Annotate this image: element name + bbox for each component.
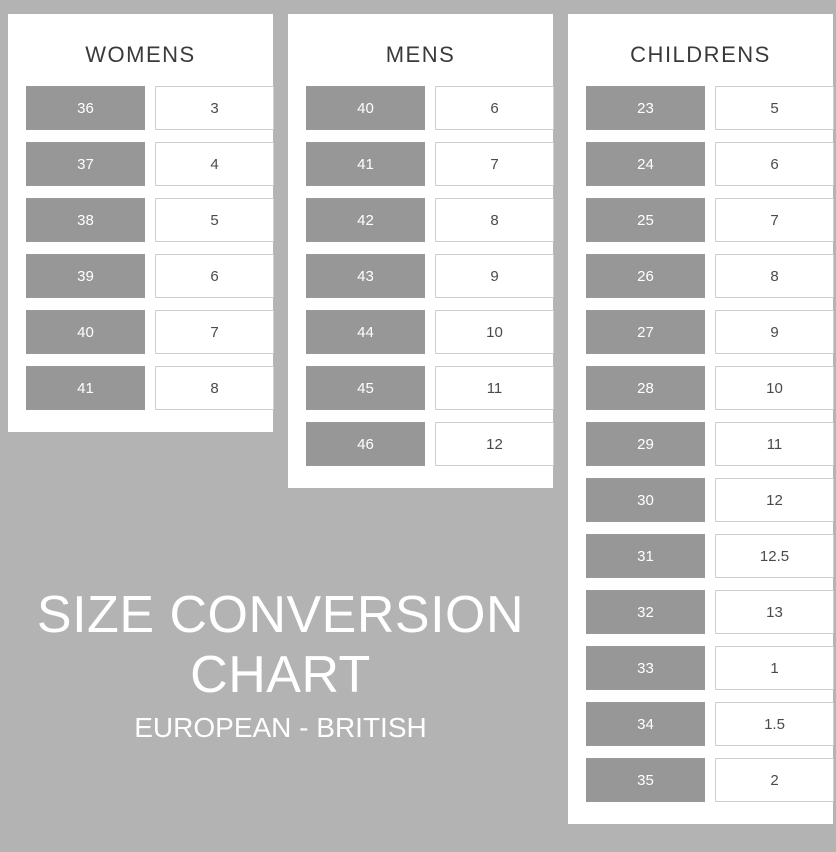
cell-european: 40 [306, 86, 425, 130]
chart-title-line2: CHART [190, 646, 371, 704]
table-row [306, 86, 535, 130]
cell-european: 41 [26, 366, 145, 410]
cell-british: 12 [435, 422, 554, 466]
cell-european: 23 [586, 86, 705, 130]
panel-mens [288, 14, 553, 488]
cell-european: 34 [586, 702, 705, 746]
chart-subtitle: EUROPEAN - BRITISH [134, 712, 427, 743]
table-row [586, 702, 815, 746]
table-row [306, 254, 535, 298]
cell-british: 10 [435, 310, 554, 354]
cell-british: 2 [715, 758, 834, 802]
cell-british: 5 [155, 198, 274, 242]
panel-childrens [568, 14, 833, 824]
cell-european: 39 [26, 254, 145, 298]
cell-british: 8 [155, 366, 274, 410]
table-row [26, 254, 255, 298]
cell-european: 35 [586, 758, 705, 802]
table-row [26, 310, 255, 354]
panel-title-childrens: CHILDRENS [630, 42, 771, 67]
cell-british: 12 [715, 478, 834, 522]
cell-british: 3 [155, 86, 274, 130]
cell-european: 25 [586, 198, 705, 242]
cell-british: 7 [435, 142, 554, 186]
cell-british: 6 [155, 254, 274, 298]
cell-european: 46 [306, 422, 425, 466]
table-row [586, 590, 815, 634]
table-row [306, 142, 535, 186]
rows-womens [8, 78, 273, 432]
cell-british: 11 [715, 422, 834, 466]
rows-mens [288, 78, 553, 488]
panel-title-womens: WOMENS [85, 42, 196, 67]
cell-european: 24 [586, 142, 705, 186]
cell-british: 8 [715, 254, 834, 298]
panel-womens [8, 14, 273, 432]
table-row [586, 646, 815, 690]
table-row [586, 198, 815, 242]
table-row [306, 422, 535, 466]
cell-european: 36 [26, 86, 145, 130]
table-row [586, 422, 815, 466]
cell-european: 44 [306, 310, 425, 354]
title-block [8, 585, 553, 747]
panel-title-mens: MENS [385, 42, 456, 67]
cell-british: 7 [155, 310, 274, 354]
cell-british: 9 [715, 310, 834, 354]
cell-british: 11 [435, 366, 554, 410]
table-row [586, 758, 815, 802]
table-row [586, 310, 815, 354]
cell-british: 12.5 [715, 534, 834, 578]
cell-european: 40 [26, 310, 145, 354]
table-row [586, 366, 815, 410]
cell-european: 30 [586, 478, 705, 522]
cell-european: 38 [26, 198, 145, 242]
cell-european: 32 [586, 590, 705, 634]
table-row [26, 142, 255, 186]
cell-british: 5 [715, 86, 834, 130]
cell-european: 42 [306, 198, 425, 242]
cell-european: 37 [26, 142, 145, 186]
cell-british: 1.5 [715, 702, 834, 746]
cell-european: 41 [306, 142, 425, 186]
rows-childrens [568, 78, 833, 824]
cell-european: 28 [586, 366, 705, 410]
cell-european: 33 [586, 646, 705, 690]
cell-european: 26 [586, 254, 705, 298]
cell-british: 9 [435, 254, 554, 298]
cell-european: 43 [306, 254, 425, 298]
cell-british: 6 [435, 86, 554, 130]
cell-british: 6 [715, 142, 834, 186]
chart-title-line1: SIZE CONVERSION [36, 586, 525, 644]
cell-british: 4 [155, 142, 274, 186]
cell-european: 29 [586, 422, 705, 466]
cell-european: 31 [586, 534, 705, 578]
table-row [26, 198, 255, 242]
table-row [586, 478, 815, 522]
table-row [586, 86, 815, 130]
cell-british: 10 [715, 366, 834, 410]
table-row [586, 254, 815, 298]
table-row [306, 198, 535, 242]
cell-british: 13 [715, 590, 834, 634]
table-row [586, 534, 815, 578]
table-row [586, 142, 815, 186]
table-row [26, 366, 255, 410]
cell-european: 45 [306, 366, 425, 410]
cell-british: 8 [435, 198, 554, 242]
table-row [306, 366, 535, 410]
table-row [26, 86, 255, 130]
cell-british: 7 [715, 198, 834, 242]
cell-british: 1 [715, 646, 834, 690]
cell-european: 27 [586, 310, 705, 354]
table-row [306, 310, 535, 354]
